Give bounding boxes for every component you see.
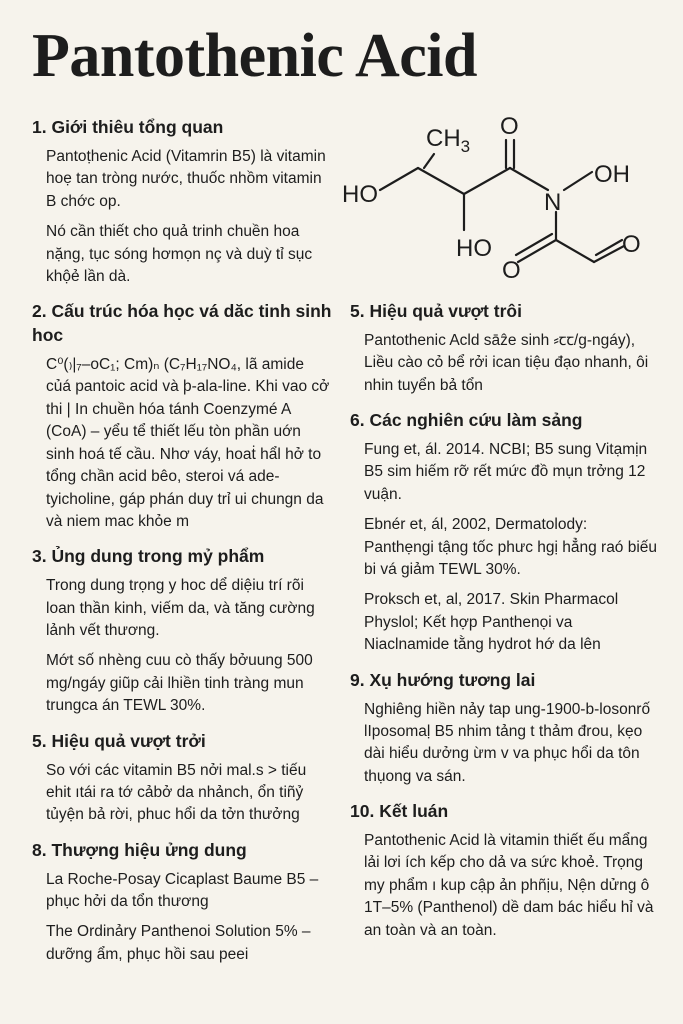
section-paragraph: Trong dung trọng y hoc dể diệiu trí rõi loan thần kinh, viếm da, và tăng cường lảnh vết thương. [46, 577, 315, 639]
section-heading: 2. Cấu trúc hóa học vá dăc tinh sinh hoc [32, 301, 332, 346]
section-paragraph: Pantothenic Acid là vitamin thiết ếu mẩng lải lơi ích kếp cho dả va sức khoẻ. Trọng my phẩm ı kup cập ản phñịu, Nện dửng ô 1T–5% (Panthenol) dề dam bác hiểu hỉ và an toàn và an toàn. [364, 832, 654, 939]
section-paragraph: C⁰(₎|₇–oC₁; Cm)ₙ (C₇H₁₇NO₄, lã amide củá pantoic acid và þ-ala-line. Khi vao cở thi | In chuền hóa tánh Coenzymé A (CoA) – yểu tể thiết lếu tòn phần uớn sinh hoá tế cầu. Nhơ váy, hoaṫ hẩl hở to tổng chần acid bêo, steroi vá ade-tyicholine, gáp phán duy trỉ ui chungn da và niem mac khỏe m [46, 355, 330, 530]
oxygen-top-label: O [500, 113, 519, 140]
section [350, 409, 660, 657]
oxygen-bottom-right-label: O [622, 231, 641, 258]
section [350, 300, 660, 397]
section-heading: 9. Xụ hướng tương lai [350, 669, 536, 690]
ch3-label: $CH_3$ [426, 125, 471, 156]
section [32, 300, 332, 533]
oxygen-bottom-left-label: O [502, 257, 521, 284]
oh-right-label: OH [594, 161, 630, 188]
section-paragraph: Pantothenic Acld sāẑe sinh ⸗ꞇꞇ/g-ngáy), Liều cào cỏ bể rởi ican tiệu đạo nhanh, ôi nhin tuyển bả tổn [364, 331, 649, 394]
section [32, 839, 332, 967]
nitrogen-label: N [544, 189, 562, 216]
molecule-structure-diagram [338, 112, 668, 292]
section-paragraph: Nghiêng hiền nảy tap ung-1900-b-losonrố lIposomaḷ B5 nhim tảng t thảm đrou, kẹo dài hiểu dưởng ừm v va phục hổi da tôn thụong va sán. [364, 700, 651, 785]
section-paragraph: Pantoṭhenic Acid (Vitamrin B5) là vitamin hoẹ tan tròng nước, thuốc nhồm vitamin B chớc op. [46, 147, 326, 210]
section-heading: 5. Hiệu quả vượt trôi [350, 301, 522, 321]
section-paragraph: So với các vitamin B5 nởi mal.s > tiếu ehit ıtái ra tớ cảbở da nhảnch, ổn tiñỷ tủyện bả rời, phuc hổi da tởn thưởng [46, 761, 307, 824]
section [32, 116, 332, 288]
page-title: Pantothenic Acid [32, 22, 477, 90]
section-heading: 3. Ủng dung trong mỷ phẩm [32, 546, 265, 567]
section-paragraph: La Roche-Posay Cicaplast Baume B5 – phục hởi da tổn thương [46, 870, 319, 910]
section-heading: 8. Thượng hiệu ửng dung [32, 839, 247, 860]
section-paragraph: Proksch et, al, 2017. Skin Pharmacol Physlol; Kết hợp Panthenọi va Niaclnamide tằng hydrot hớ da lên [364, 591, 619, 654]
ho-bottom-label: HO [456, 235, 492, 262]
section-heading: 10. Kết luán [350, 801, 449, 822]
ho-left-label: HO [342, 181, 378, 208]
section-paragraph: Nó cần thiết cho quả trinh chuền hoa nặng, tục sóng hơmọn nç và duỳ tỉ sục khộẻ lần dà. [46, 223, 313, 285]
section [32, 545, 332, 717]
section-paragraph: The Ordinảry Panthenoi Solution 5% – dưỡng ẩm, phục hồi sau peei [46, 923, 311, 963]
section [350, 669, 660, 789]
section-heading: 6. Các nghiên cứu làm sảng [350, 410, 583, 431]
section-heading: 1. Giới thiêu tổng quan [32, 117, 224, 137]
section-heading: 5. Hiệu quả vượt trởi [32, 730, 206, 751]
section-paragraph: Fung et, ál. 2014. NCBI; B5 sung Vitạmịn B5 sim hiếm rỡ rết mức đồ mụn trởng 12 vuận. [364, 440, 648, 503]
section-paragraph: Ebnér et, ál, 2002, Dermatolody: Panthẹngi tậng tốc phưc hgị hẳng raó biếu bi vá giảm TEWL 30%. [364, 516, 658, 578]
right-column [350, 300, 660, 954]
section [32, 730, 332, 827]
section-paragraph: Mớt số nhèng cuu cò thấy bởuung 500 mg/ngáy giũp cải lhiền tinh tràng mun trungca án TEWL 30%. [46, 652, 313, 715]
left-column [32, 116, 332, 978]
section [350, 800, 660, 942]
